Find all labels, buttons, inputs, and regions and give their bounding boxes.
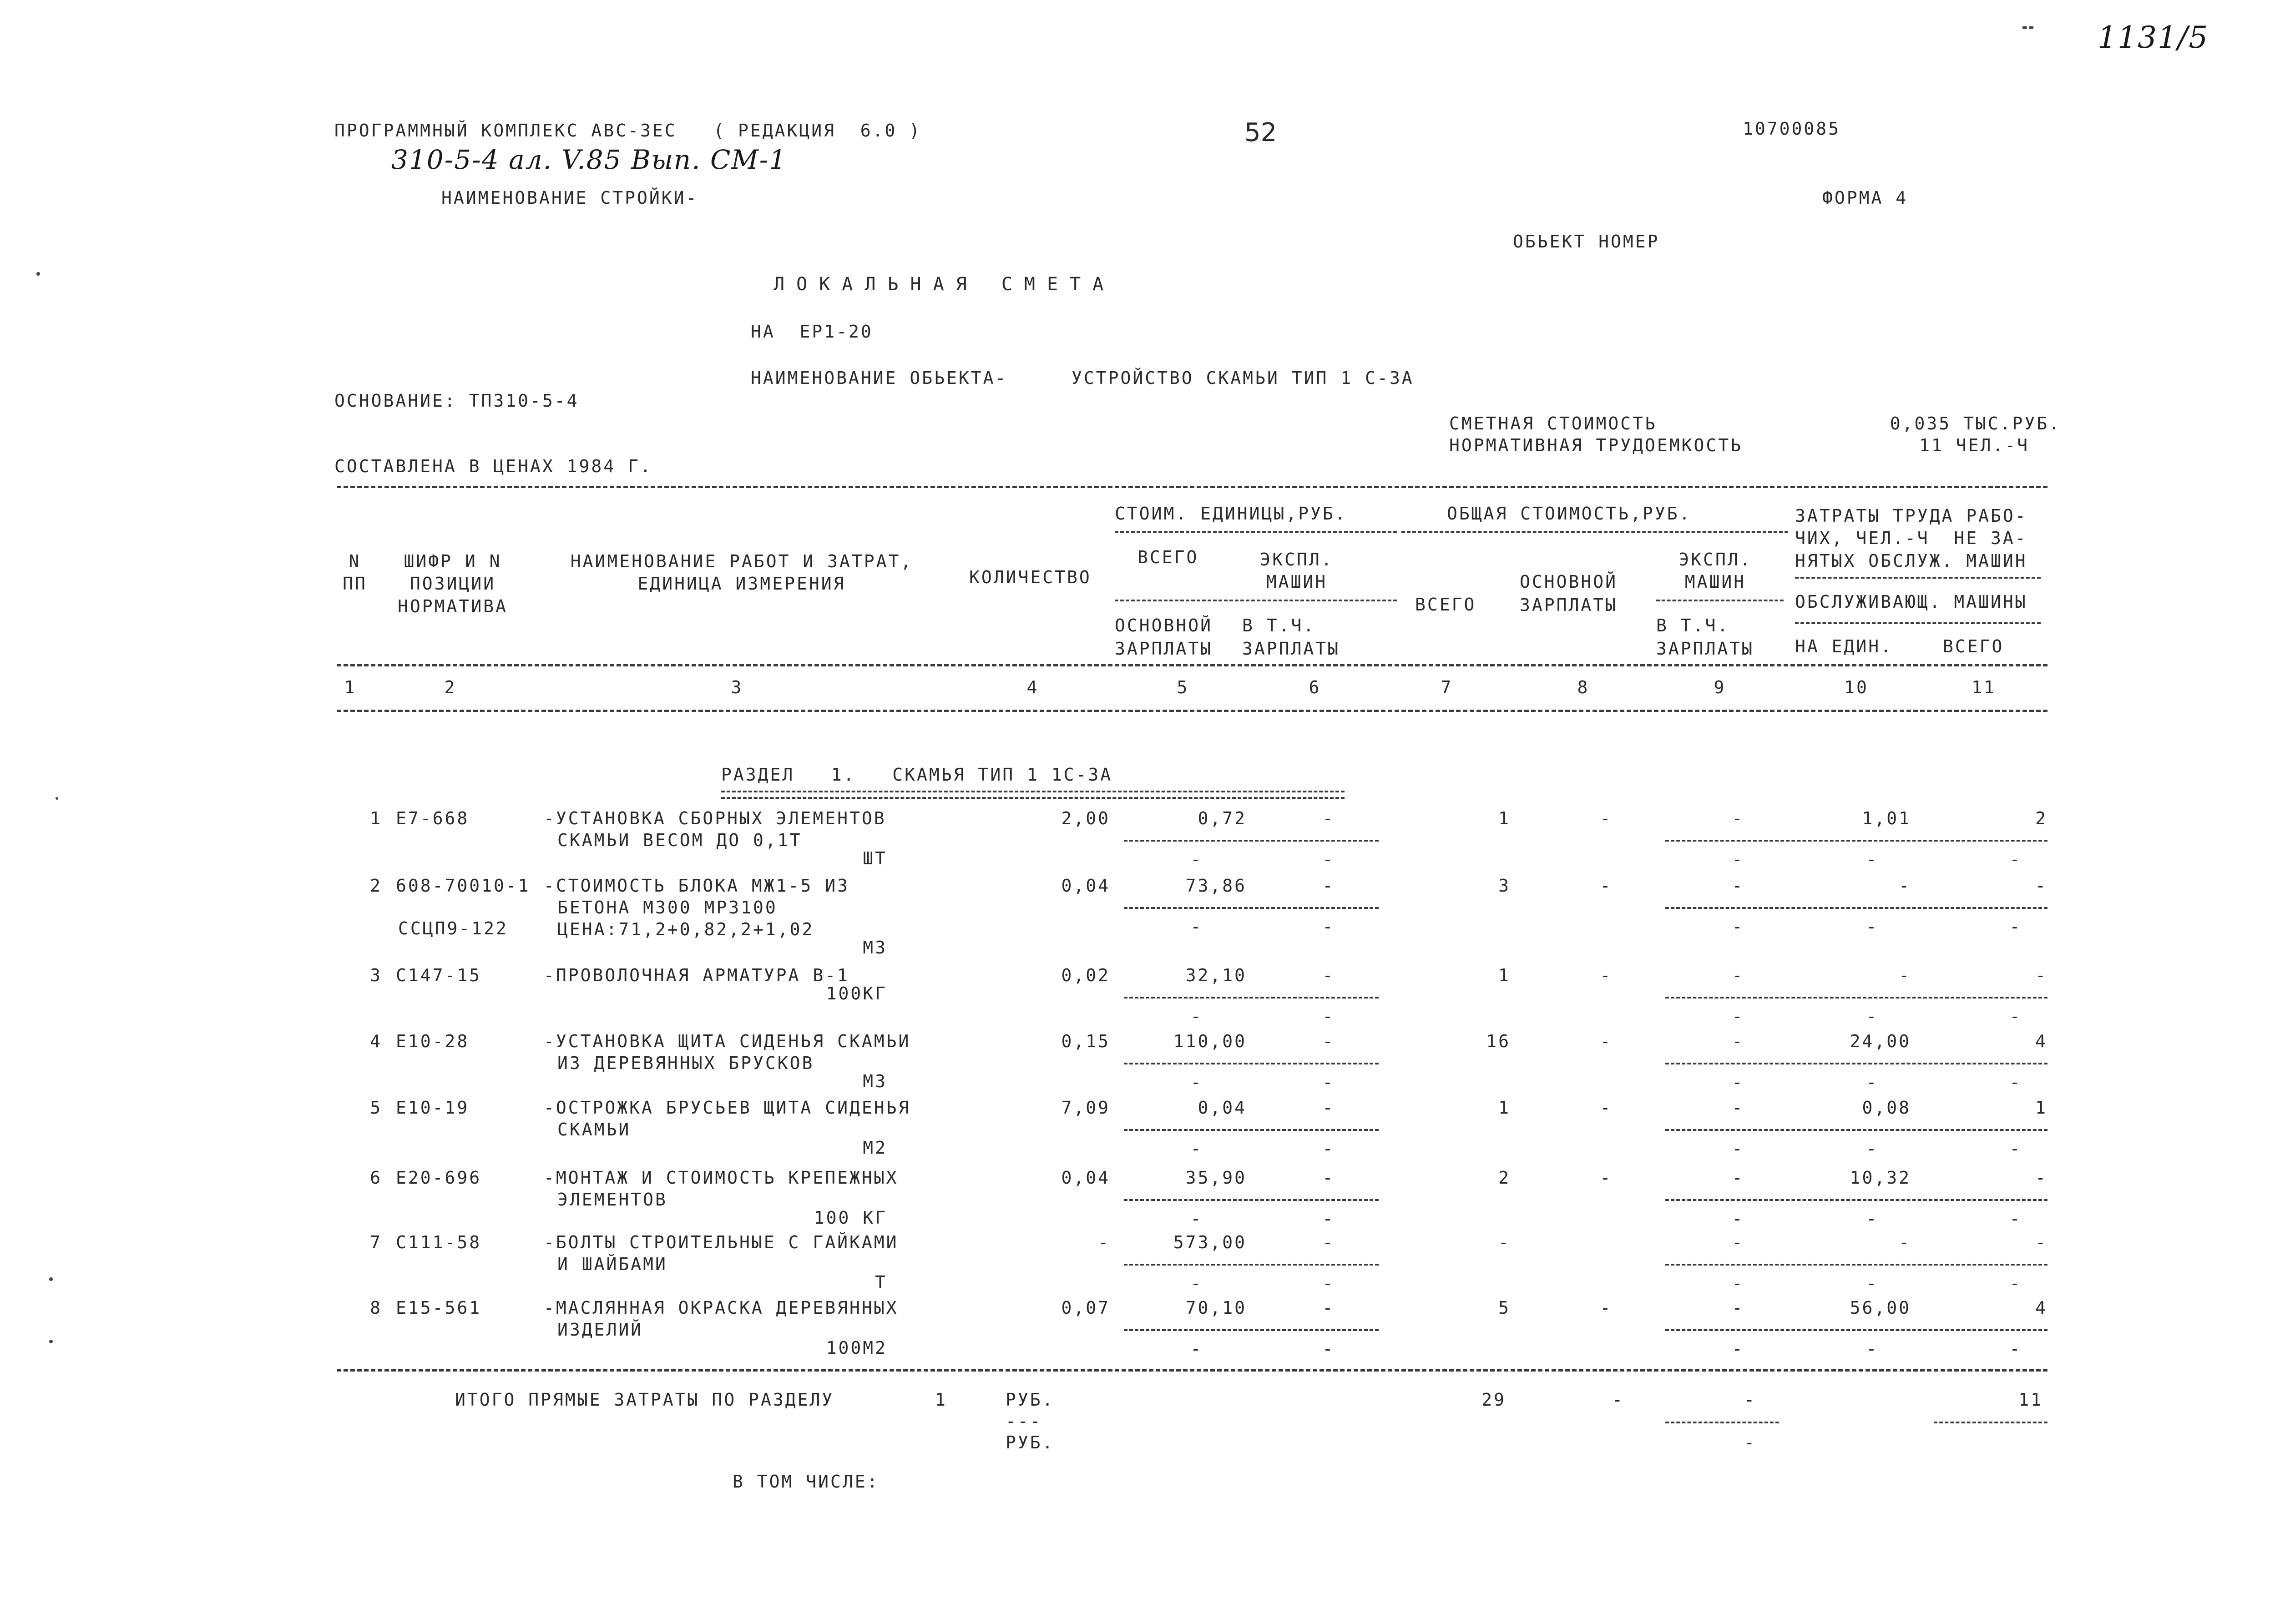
row-unit: ШТ [863, 848, 887, 868]
header-unit-base-wage: ОСНОВНОЙ ЗАРПЛАТЫ [1115, 615, 1213, 659]
row-code-secondary: ССЦП9-122 [398, 918, 508, 938]
row-total: 3 [1498, 876, 1511, 896]
total-machines-wage: - [1744, 1432, 1756, 1453]
row-labor-total: - [2035, 1232, 2048, 1252]
header-labor-total: ВСЕГО [1943, 636, 2004, 656]
row-number: 2 [370, 876, 382, 896]
labor-value: 11 ЧЕЛ.-Ч [1919, 435, 2029, 455]
row-sub-wage: - [1190, 1139, 1203, 1159]
row-labor-per-unit: - [1899, 1232, 1911, 1252]
row-base-wage: - [1600, 1298, 1613, 1318]
row-name-line: И ШАЙБАМИ [557, 1254, 667, 1274]
page-number: 52 [1244, 118, 1277, 147]
row-unit: 100 КГ [814, 1208, 887, 1228]
row-sub-wage: - [2009, 1339, 2022, 1359]
header-total-exploit: ЭКСПЛ. МАШИН [1678, 550, 1752, 592]
row-sub-wage: - [1866, 1339, 1879, 1359]
row-sub-wage: - [2009, 917, 2022, 937]
row-rule [1124, 1264, 1379, 1266]
row-unit: Т [875, 1272, 887, 1292]
row-name-line: СКАМЬИ ВЕСОМ ДО 0,1Т [557, 830, 802, 850]
row-rule [1665, 1129, 2048, 1131]
row-sub-wage: - [1732, 917, 1744, 937]
row-total: 1 [1498, 1098, 1511, 1118]
row-code: С111-58 [396, 1232, 482, 1252]
total-section: 1 [935, 1390, 947, 1410]
row-code: 608-70010-1 [396, 876, 531, 896]
row-unit: М3 [863, 1071, 887, 1091]
header-per-unit: НА ЕДИН. [1795, 636, 1893, 656]
col-number: 11 [1972, 677, 1996, 697]
row-base-wage: - [1600, 965, 1613, 985]
header-total-base-wage: ОСНОВНОЙ ЗАРПЛАТЫ [1520, 572, 1618, 615]
total-machines: - [1744, 1390, 1756, 1410]
row-labor-total: 4 [2035, 1031, 2048, 1051]
on-line: НА ЕР1-20 [751, 322, 873, 342]
row-rule [1124, 1063, 1379, 1064]
header-rule [1795, 622, 2041, 624]
scan-speck [56, 797, 58, 800]
col-number: 1 [344, 677, 357, 697]
section-title: РАЗДЕЛ 1. СКАМЬЯ ТИП 1 1С-3А [721, 765, 1113, 785]
row-sub-wage: - [1732, 849, 1744, 869]
total-currency: РУБ. [1006, 1390, 1055, 1410]
row-unit-cost: 573,00 [1173, 1232, 1247, 1252]
row-rule [1124, 997, 1379, 999]
program-line: ПРОГРАММНЫЙ КОМПЛЕКС АВС-ЗЕС ( РЕДАКЦИЯ 6.0 ) [334, 121, 922, 141]
row-unit-machines: - [1322, 1098, 1335, 1118]
basis: ОСНОВАНИЕ: ТП310-5-4 [334, 391, 579, 411]
row-sub-wage: - [2009, 1006, 2022, 1026]
row-machines: - [1732, 1031, 1744, 1051]
row-sub-wage: - [1866, 1273, 1879, 1293]
row-sub-wage: - [1732, 1072, 1744, 1092]
row-labor-total: - [2035, 1168, 2048, 1188]
header-labor: ЗАТРАТЫ ТРУДА РАБО- ЧИХ, ЧЕЛ.-Ч НЕ ЗА- НЯТЫХ ОБСЛУЖ. МАШИН [1795, 506, 2027, 571]
row-rule [1665, 1329, 2048, 1331]
row-sub-wage: - [1322, 1072, 1335, 1092]
row-machines: - [1732, 1232, 1744, 1252]
row-total: 16 [1486, 1031, 1511, 1051]
row-sub-wage: - [1322, 1139, 1335, 1159]
col-number: 2 [444, 677, 457, 697]
row-rule [1665, 840, 2048, 842]
row-sub-wage: - [1322, 917, 1335, 937]
header-rule [1401, 531, 1788, 533]
row-machines: - [1732, 1298, 1744, 1318]
row-machines: - [1732, 1098, 1744, 1118]
row-labor-total: - [2035, 876, 2048, 896]
row-unit: М3 [863, 938, 887, 958]
scan-speck [36, 272, 40, 276]
total-sum: 29 [1481, 1390, 1506, 1410]
row-unit: 100М2 [826, 1338, 887, 1358]
row-name: -ПРОВОЛОЧНАЯ АРМАТУРА В-1 [544, 965, 849, 985]
row-sub-wage: - [1190, 1072, 1203, 1092]
document-title: ЛОКАЛЬНАЯ СМЕТА [774, 274, 1116, 295]
row-labor-per-unit: 24,00 [1850, 1031, 1911, 1051]
scan-speck [49, 1277, 53, 1281]
header-unit-cost: СТОИМ. ЕДИНИЦЫ,РУБ. [1115, 504, 1347, 524]
object-name-label: НАИМЕНОВАНИЕ ОБЬЕКТА- [751, 368, 1008, 388]
row-sub-wage: - [1866, 1139, 1879, 1159]
row-number: 4 [370, 1031, 382, 1051]
table-top-border [337, 486, 2048, 488]
row-rule [1665, 1264, 2048, 1266]
row-unit-machines: - [1322, 1298, 1335, 1318]
total-currency-2: РУБ. [1006, 1432, 1055, 1453]
row-labor-per-unit: - [1899, 965, 1911, 985]
row-machines: - [1732, 808, 1744, 828]
row-machines: - [1732, 965, 1744, 985]
row-sub-wage: - [1866, 1209, 1879, 1229]
row-sub-wage: - [1732, 1339, 1744, 1359]
row-name: -СТОИМОСТЬ БЛОКА МЖ1-5 ИЗ [544, 876, 849, 896]
row-sub-wage: - [1190, 917, 1203, 937]
row-quantity: 0,04 [1061, 1168, 1110, 1188]
row-quantity: 0,07 [1061, 1298, 1110, 1318]
row-sub-wage: - [1866, 1072, 1879, 1092]
row-unit-cost: 0,04 [1198, 1098, 1247, 1118]
row-total: 1 [1498, 808, 1511, 828]
estimated-cost-label: СМЕТНАЯ СТОИМОСТЬ [1449, 414, 1657, 434]
total-base-wage: - [1612, 1390, 1624, 1410]
row-sub-wage: - [2009, 1139, 2022, 1159]
col-number: 4 [1026, 677, 1039, 697]
row-rule [1124, 1199, 1379, 1201]
mark [2022, 26, 2033, 29]
header-col-number: N ПП [343, 551, 367, 594]
row-unit-machines: - [1322, 876, 1335, 896]
header-rule [1115, 531, 1397, 533]
row-rule [1124, 1129, 1379, 1131]
row-sub-wage: - [1732, 1209, 1744, 1229]
total-rule [1665, 1422, 1779, 1423]
row-number: 7 [370, 1232, 382, 1252]
total-dashes: --- [1006, 1411, 1042, 1431]
row-name-line: ЦЕНА:71,2+0,82,2+1,02 [557, 919, 814, 939]
header-bottom-border [337, 664, 2048, 666]
row-rule [1665, 1063, 2048, 1064]
row-sub-wage: - [1190, 1209, 1203, 1229]
col-number: 9 [1714, 677, 1726, 697]
row-labor-per-unit: - [1899, 876, 1911, 896]
total-labor: 11 [2018, 1390, 2043, 1410]
row-labor-per-unit: 56,00 [1850, 1298, 1911, 1318]
form-label: ФОРМА 4 [1822, 188, 1908, 208]
row-code: Е20-696 [396, 1168, 482, 1188]
header-unit-incl-wage: В Т.Ч. ЗАРПЛАТЫ [1242, 615, 1340, 659]
row-unit-cost: 70,10 [1185, 1298, 1247, 1318]
construction-name-label: НАИМЕНОВАНИЕ СТРОЙКИ- [441, 188, 698, 208]
row-sub-wage: - [2009, 1273, 2022, 1293]
row-sub-wage: - [1190, 1273, 1203, 1293]
row-unit: М2 [863, 1138, 887, 1158]
row-quantity: 0,04 [1061, 876, 1110, 896]
row-base-wage: - [1600, 876, 1613, 896]
row-total: 1 [1498, 965, 1511, 985]
row-name-line: СКАМЬИ [557, 1120, 631, 1140]
row-sub-wage: - [2009, 849, 2022, 869]
row-rule [1665, 997, 2048, 999]
row-unit-cost: 0,72 [1198, 808, 1247, 828]
row-code: Е10-28 [396, 1031, 470, 1051]
row-sub-wage: - [1190, 1339, 1203, 1359]
row-base-wage: - [1600, 1098, 1613, 1118]
row-quantity: 2,00 [1061, 808, 1110, 828]
doc-code: 10700085 [1743, 119, 1841, 139]
header-total-cost: ОБЩАЯ СТОИМОСТЬ,РУБ. [1447, 504, 1692, 524]
header-total-all: ВСЕГО [1415, 595, 1476, 615]
header-unit-total: ВСЕГО [1138, 547, 1199, 567]
row-code: Е15-561 [396, 1298, 482, 1318]
row-rule [1124, 840, 1379, 842]
col-number: 6 [1309, 677, 1321, 697]
row-sub-wage: - [1322, 1209, 1335, 1229]
col-number: 3 [731, 677, 743, 697]
header-rule [1115, 600, 1397, 601]
row-labor-total: 4 [2035, 1298, 2048, 1318]
row-sub-wage: - [1322, 1273, 1335, 1293]
row-sub-wage: - [1190, 1006, 1203, 1026]
row-quantity: 0,02 [1061, 965, 1110, 985]
row-labor-total: 1 [2035, 1098, 2048, 1118]
row-unit-cost: 35,90 [1185, 1168, 1247, 1188]
total-label: ИТОГО ПРЯМЫЕ ЗАТРАТЫ ПО РАЗДЕЛУ [455, 1390, 834, 1410]
row-rule [1665, 907, 2048, 909]
row-name: -УСТАНОВКА ЩИТА СИДЕНЬЯ СКАМЬИ [544, 1031, 911, 1051]
row-name: -БОЛТЫ СТРОИТЕЛЬНЫЕ С ГАЙКАМИ [544, 1232, 899, 1252]
estimated-cost-value: 0,035 ТЫС.РУБ. [1890, 414, 2061, 434]
row-code: С147-15 [396, 965, 482, 985]
totals-border [337, 1369, 2048, 1372]
row-name-line: БЕТОНА М300 МРЗ100 [557, 898, 778, 918]
row-number: 5 [370, 1098, 382, 1118]
row-rule [1124, 907, 1379, 909]
row-code: Е7-668 [396, 808, 470, 828]
row-sub-wage: - [1866, 849, 1879, 869]
total-rule [1934, 1422, 2048, 1423]
row-base-wage: - [1600, 808, 1613, 828]
row-unit-machines: - [1322, 808, 1335, 828]
row-sub-wage: - [1866, 917, 1879, 937]
row-sub-wage: - [1732, 1273, 1744, 1293]
scan-speck [49, 1340, 53, 1343]
header-labor-service: ОБСЛУЖИВАЮЩ. МАШИНЫ [1795, 592, 2027, 612]
row-quantity: - [1098, 1232, 1110, 1252]
row-quantity: 7,09 [1061, 1098, 1110, 1118]
row-name-line: ЭЛЕМЕНТОВ [557, 1190, 667, 1210]
header-rule [1795, 577, 2041, 579]
row-labor-per-unit: 0,08 [1862, 1098, 1911, 1118]
row-unit: 100КГ [826, 983, 887, 1004]
row-sub-wage: - [2009, 1209, 2022, 1229]
row-unit-cost: 110,00 [1173, 1031, 1247, 1051]
row-unit-cost: 32,10 [1185, 965, 1247, 985]
row-name-line: ИЗДЕЛИЙ [557, 1320, 643, 1340]
row-quantity: 0,15 [1061, 1031, 1110, 1051]
row-labor-per-unit: 10,32 [1850, 1168, 1911, 1188]
row-sub-wage: - [1322, 1006, 1335, 1026]
row-name: -ОСТРОЖКА БРУСЬЕВ ЩИТА СИДЕНЬЯ [544, 1098, 911, 1118]
row-rule [1124, 1329, 1379, 1331]
row-total: 5 [1498, 1298, 1511, 1318]
row-labor-total: 2 [2035, 808, 2048, 828]
row-name: -МАСЛЯННАЯ ОКРАСКА ДЕРЕВЯННЫХ [544, 1298, 899, 1318]
page-stamp: 1131/5 [2098, 20, 2209, 55]
object-name: УСТРОЙСТВО СКАМЬИ ТИП 1 С-3А [1072, 368, 1414, 388]
row-rule [1665, 1199, 2048, 1201]
row-labor-total: - [2035, 965, 2048, 985]
row-unit-machines: - [1322, 1232, 1335, 1252]
row-code: Е10-19 [396, 1098, 470, 1118]
col-number: 10 [1844, 677, 1869, 697]
column-numbers-border [337, 710, 2048, 712]
col-number: 7 [1441, 677, 1453, 697]
row-sub-wage: - [1866, 1006, 1879, 1026]
header-col-code: ШИФР И N ПОЗИЦИИ НОРМАТИВА [398, 551, 508, 616]
row-sub-wage: - [1732, 1139, 1744, 1159]
row-number: 8 [370, 1298, 382, 1318]
row-base-wage: - [1600, 1168, 1613, 1188]
row-total: - [1498, 1232, 1511, 1252]
header-col-name: НАИМЕНОВАНИЕ РАБОТ И ЗАТРАТ, ЕДИНИЦА ИЗМЕРЕНИЯ [570, 551, 913, 594]
row-sub-wage: - [1322, 1339, 1335, 1359]
row-unit-cost: 73,86 [1185, 876, 1247, 896]
row-unit-machines: - [1322, 965, 1335, 985]
header-col-quantity: КОЛИЧЕСТВО [969, 567, 1092, 587]
row-sub-wage: - [1322, 849, 1335, 869]
row-sub-wage: - [2009, 1072, 2022, 1092]
prices-line: СОСТАВЛЕНА В ЦЕНАХ 1984 Г. [334, 456, 652, 476]
row-machines: - [1732, 876, 1744, 896]
row-unit-machines: - [1322, 1031, 1335, 1051]
row-labor-per-unit: 1,01 [1862, 808, 1911, 828]
including-label: В ТОМ ЧИСЛЕ: [733, 1472, 880, 1492]
header-unit-exploit: ЭКСПЛ. МАШИН [1260, 550, 1334, 592]
col-number: 5 [1177, 677, 1189, 697]
labor-label: НОРМАТИВНАЯ ТРУДОЕМКОСТЬ [1449, 435, 1743, 455]
header-total-incl-wage: В Т.Ч. ЗАРПЛАТЫ [1656, 615, 1754, 659]
handwritten-reference: 310-5-4 ал. V.85 Вып. СМ-1 [391, 144, 787, 175]
row-total: 2 [1498, 1168, 1511, 1188]
row-sub-wage: - [1732, 1006, 1744, 1026]
col-number: 8 [1577, 677, 1590, 697]
row-number: 6 [370, 1168, 382, 1188]
row-base-wage: - [1600, 1031, 1613, 1051]
header-rule [1656, 600, 1784, 601]
row-number: 1 [370, 808, 382, 828]
object-number-label: ОБЬЕКТ НОМЕР [1513, 232, 1660, 252]
row-name-line: ИЗ ДЕРЕВЯННЫХ БРУСКОВ [557, 1053, 814, 1073]
row-number: 3 [370, 965, 382, 985]
row-name: -УСТАНОВКА СБОРНЫХ ЭЛЕМЕНТОВ [544, 808, 886, 828]
row-sub-wage: - [1190, 849, 1203, 869]
row-machines: - [1732, 1168, 1744, 1188]
row-unit-machines: - [1322, 1168, 1335, 1188]
section-underline [721, 791, 1345, 799]
row-name: -МОНТАЖ И СТОИМОСТЬ КРЕПЕЖНЫХ [544, 1168, 899, 1188]
